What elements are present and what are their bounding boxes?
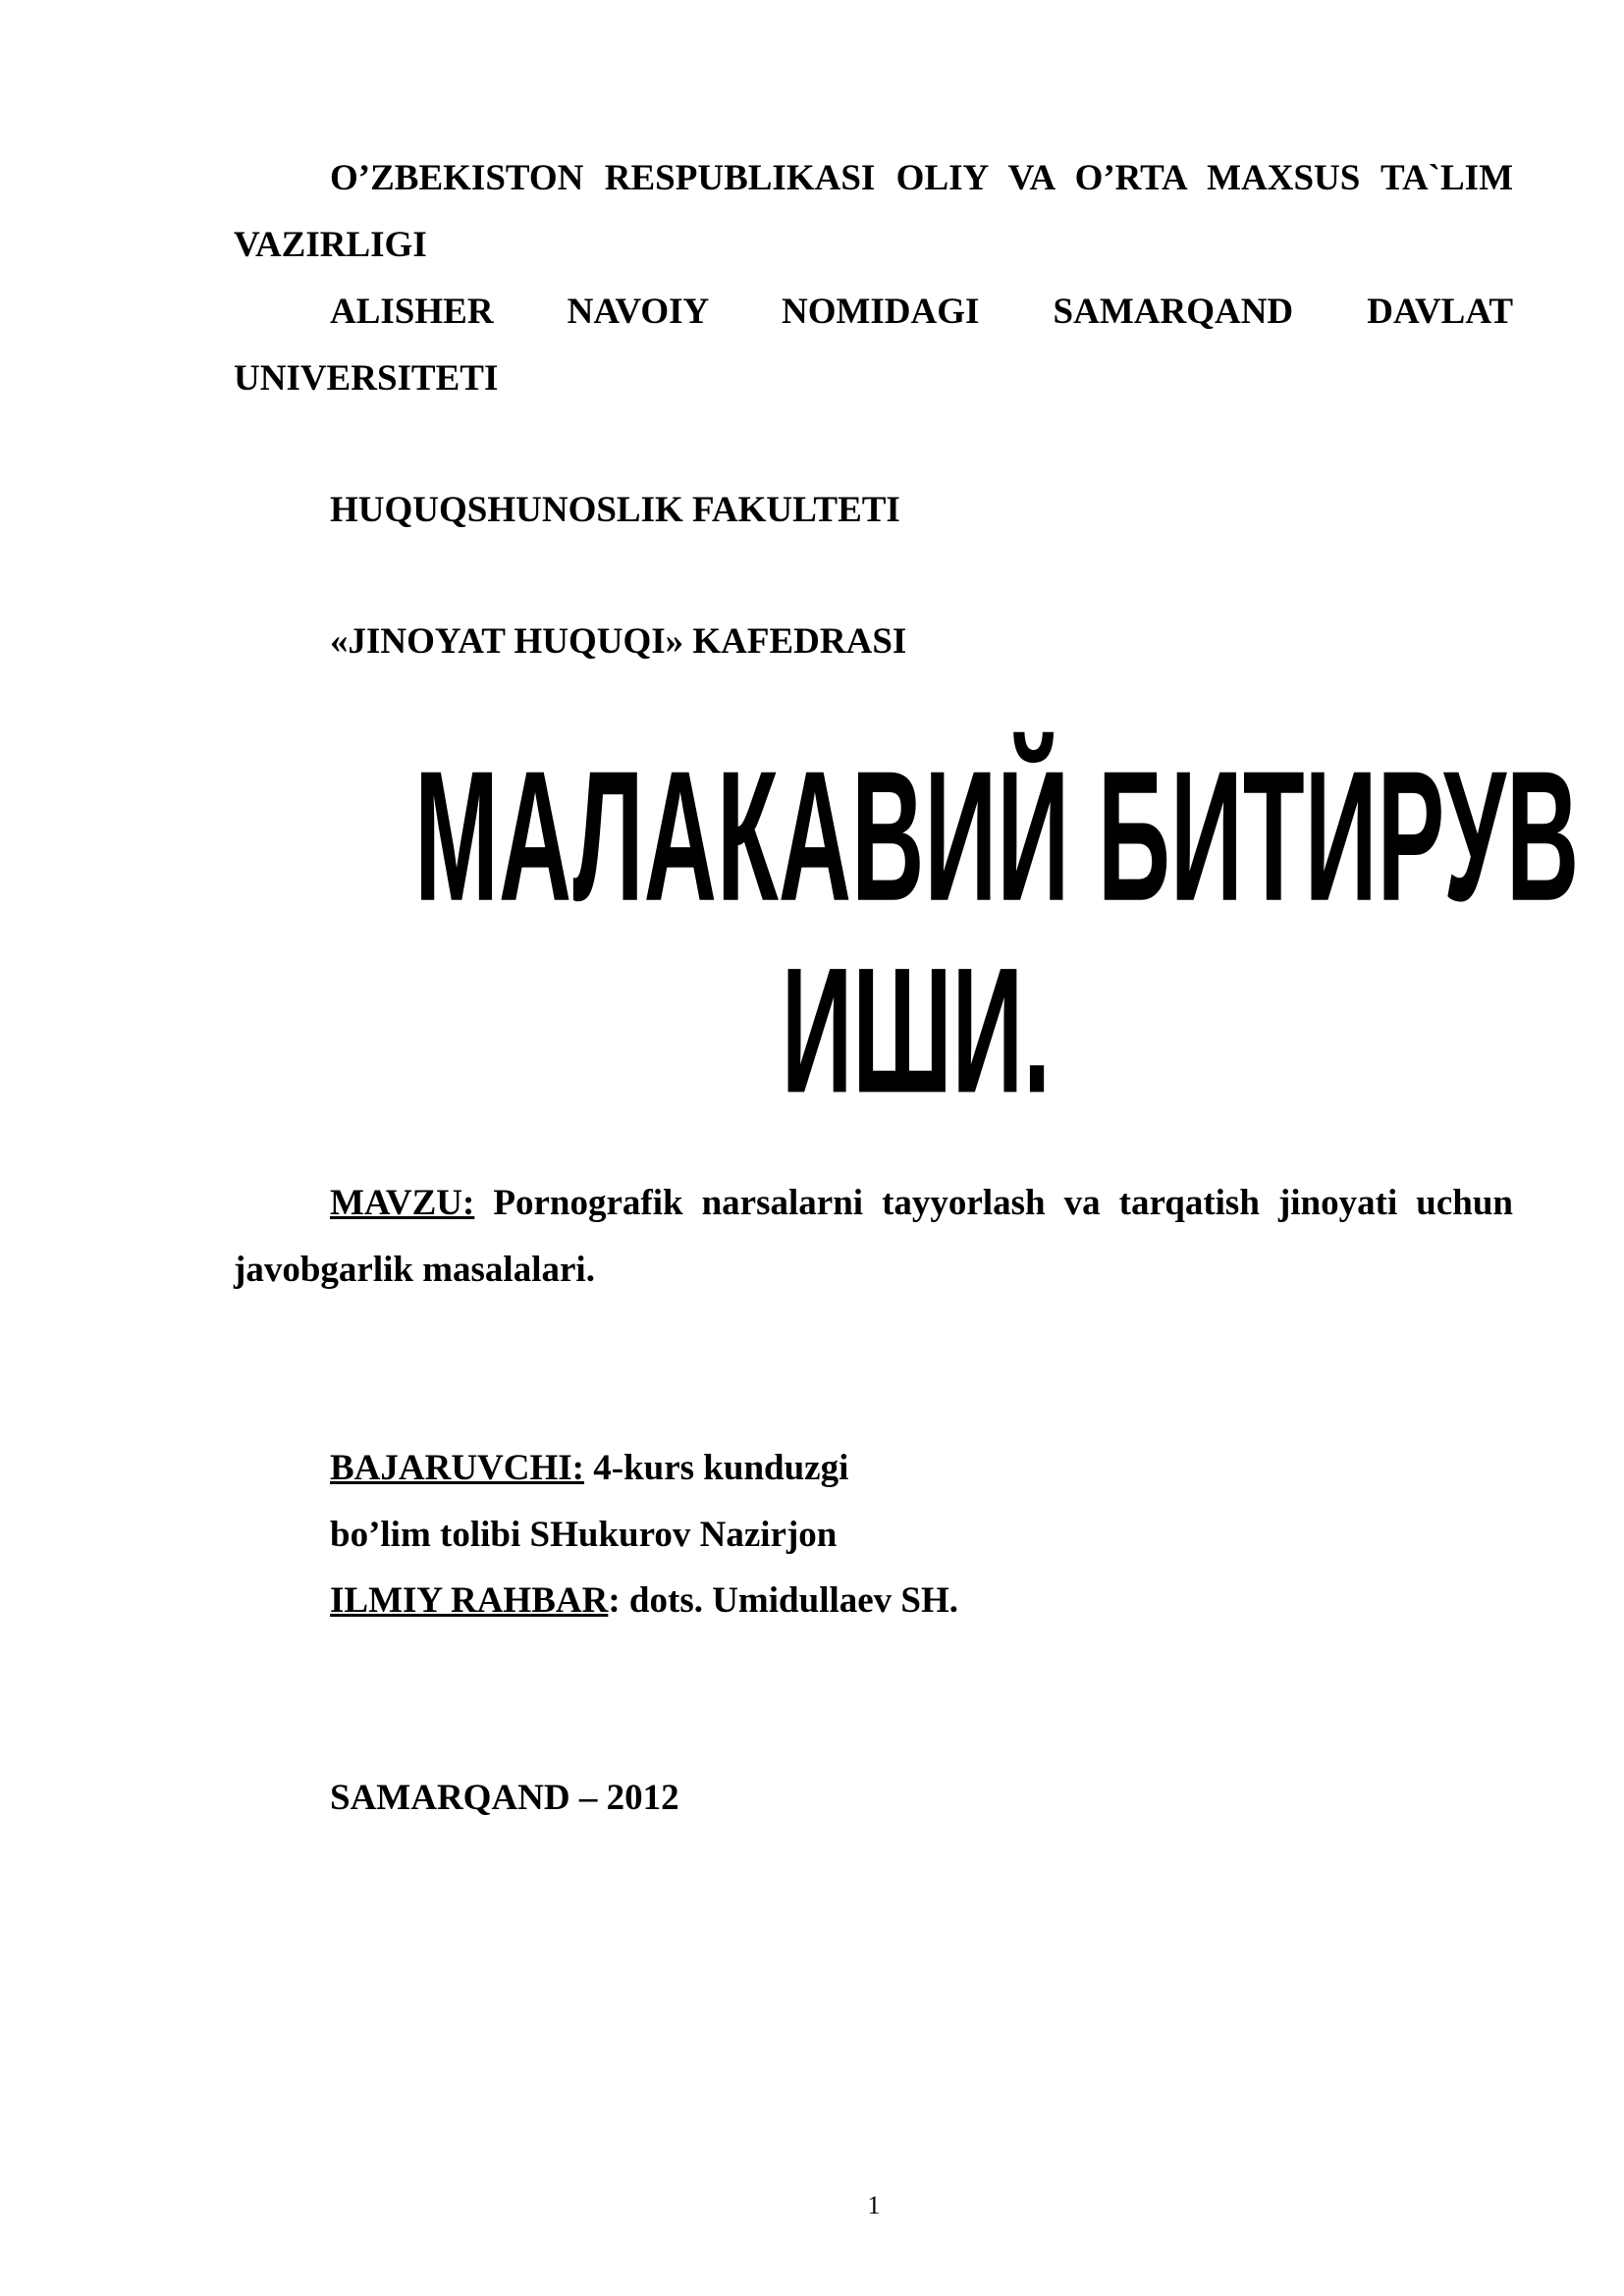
author-line-2: bo’lim tolibi SHukurov Nazirjon (330, 1515, 838, 1555)
page-number: 1 (867, 2191, 881, 2219)
supervisor-label: ILMIY RAHBAR (330, 1580, 609, 1621)
thesis-title-banner (234, 731, 1598, 1131)
university-heading: ALISHER NAVOIY NOMIDAGI SAMARQAND DAVLAT UNIVERSITETI (234, 292, 1513, 399)
topic-text: Pornografik narsalarni tayyorlash va tarqatish jinoyati uchun javobgarlik masalalari. (234, 1183, 1513, 1290)
author-line-1 (234, 1435, 1513, 1502)
thesis-title-line-2: ИШИ. (781, 930, 1052, 1131)
city-year: SAMARQAND – 2012 (330, 1778, 679, 1818)
topic-paragraph (234, 1170, 1513, 1304)
department-heading: «JINOYAT HUQUQI» KAFEDRASI (330, 621, 907, 662)
topic-label: MAVZU: (330, 1183, 475, 1223)
ministry-heading: O’ZBEKISTON RESPUBLIKASI OLIY VA O’RTA MAXSUS TA`LIM VAZIRLIGI (234, 158, 1513, 265)
author-course: 4-kurs kunduzgi (584, 1448, 849, 1488)
author-label: BAJARUVCHI: (330, 1448, 584, 1488)
supervisor-line (234, 1568, 1513, 1634)
supervisor-name: : dots. Umidullaev SH. (608, 1580, 959, 1621)
thesis-title-line-1: МАЛАКАВИЙ БИТИРУВ (414, 731, 1580, 940)
faculty-heading: HUQUQSHUNOSLIK FAKULTETI (330, 490, 900, 530)
